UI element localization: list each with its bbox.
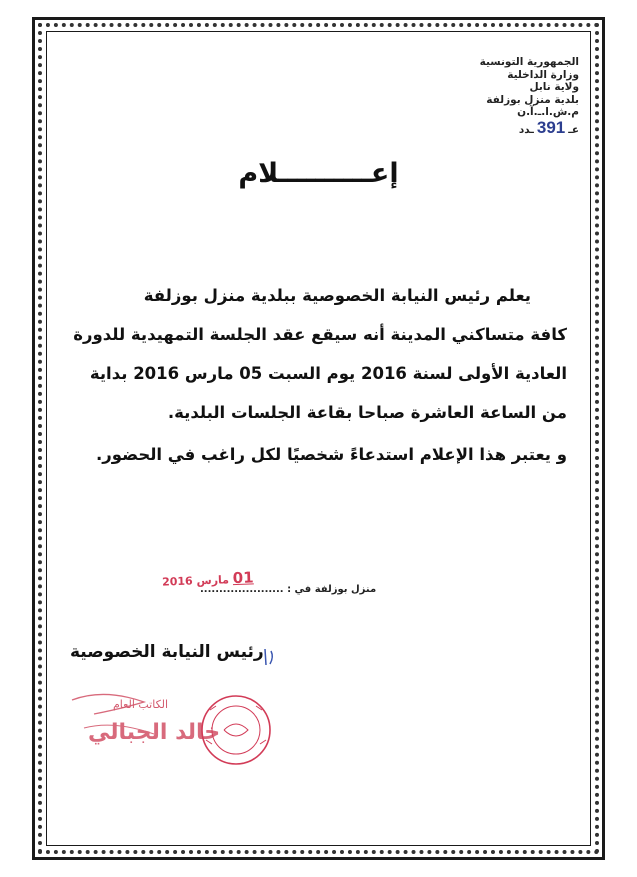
title-start: إعـ [361,158,399,189]
letterhead-municipality: بلدية منزل بوزلفة [486,93,579,106]
date-stamp-year: 2016 [161,574,193,589]
body-line-2: كافة متساكني المدينة أنه سيقع عقد الجلسة التمهيدية للدورة [73,325,567,344]
date-stamp-month: مارس [196,573,230,588]
letterhead-republic: الجمهورية التونسية [479,56,579,68]
signature-role: الكاتب العام [113,698,169,711]
date-stamp-day: 01 [232,568,254,588]
reference-number [519,118,579,138]
title-end: ـلام [238,158,288,189]
body-line-1: يعلم رئيس النيابة الخصوصية ببلدية منزل بوزلفة [143,286,531,305]
handwritten-mark-icon [263,647,275,667]
reference-suffix: ـدد [518,124,534,136]
announcement-body [70,276,567,474]
reference-prefix: عـ [568,124,579,136]
body-line-3: العادية الأولى لسنة 2016 يوم السبت 05 مارس 2016 بداية [89,364,567,383]
date-stamp [162,568,254,589]
signatory-title: رئيس النيابة الخصوصية [70,642,264,662]
letterhead-department: م.ش.ا.ـ.آ.ن [517,106,579,118]
letterhead-governorate: ولاية نابل [529,81,579,93]
signature-name: خالد الجبالي [88,720,221,745]
official-seal-icon [196,690,276,770]
reference-value: 391 [536,118,566,137]
date-dots: ...................... [200,584,284,595]
body-line-5: و يعتبر هذا الإعلام استدعاءً شخصيًا لكل راغب في الحضور. [95,445,567,464]
document-title [0,158,637,189]
date-label: منزل بوزلفة في : [287,584,377,595]
title-stretch: ــــــــ [287,158,362,189]
letterhead-ministry: وزارة الداخلية [507,68,579,81]
body-line-4: من الساعة العاشرة صباحا بقاعة الجلسات البلدية. [167,403,567,422]
letterhead [359,56,579,119]
